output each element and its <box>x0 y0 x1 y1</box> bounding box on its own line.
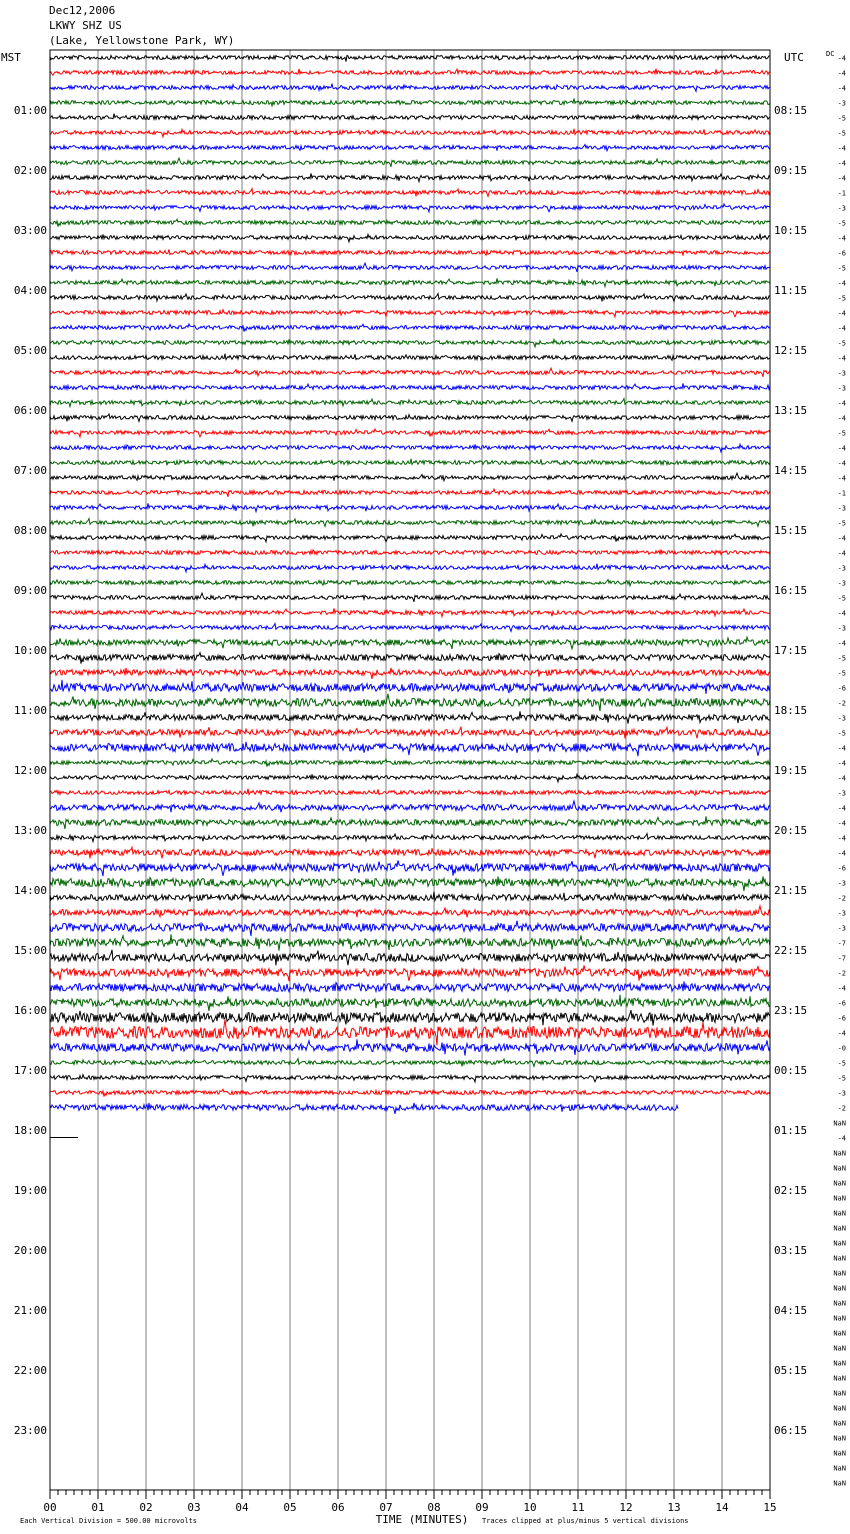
trace-row-65 <box>50 1019 770 1045</box>
dc-offset-value: NaN <box>833 1314 846 1323</box>
dc-offset-value: -7 <box>837 939 846 948</box>
dc-offset-value: -4 <box>837 174 846 183</box>
dc-offset-value: -2 <box>837 894 846 903</box>
trace-row-17 <box>50 310 770 317</box>
dc-offset-value: -4 <box>837 849 846 858</box>
location-label: (Lake, Yellowstone Park, WY) <box>49 34 235 47</box>
trace-row-23 <box>50 399 770 407</box>
dc-offset-value: -5 <box>837 729 846 738</box>
right-axis-label: UTC <box>784 51 804 64</box>
dc-offset-value: -2 <box>837 969 846 978</box>
trace-row-18 <box>50 324 770 332</box>
left-hour-label: 20:00 <box>13 1244 47 1257</box>
dc-offset-value: -4 <box>837 279 846 288</box>
x-tick-label: 05 <box>283 1501 297 1514</box>
trace-row-16 <box>50 294 770 302</box>
dc-offset-value: -3 <box>837 909 846 918</box>
dc-offset-value: -4 <box>837 399 846 408</box>
dc-offset-value: -3 <box>837 1089 846 1098</box>
dc-offset-value: NaN <box>833 1464 846 1473</box>
trace-row-66 <box>50 1039 770 1055</box>
dc-offset-value: -5 <box>837 1059 846 1068</box>
dc-offset-value: -4 <box>837 819 846 828</box>
right-hour-label: 12:15 <box>774 344 808 357</box>
trace-row-29 <box>50 489 770 497</box>
trace-row-67 <box>50 1059 770 1067</box>
date-label: Dec12,2006 <box>49 4 116 17</box>
dc-label: DC <box>826 50 835 58</box>
dc-offset-value: -4 <box>837 1029 846 1038</box>
trace-row-15 <box>50 278 770 286</box>
trace-row-25 <box>50 429 770 437</box>
x-tick-label: 06 <box>331 1501 345 1514</box>
trace-row-43 <box>50 694 770 711</box>
dc-offset-value: NaN <box>833 1419 846 1428</box>
dc-offset-value: NaN <box>833 1299 846 1308</box>
right-hour-label: 00:15 <box>774 1064 808 1077</box>
trace-row-20 <box>50 354 770 361</box>
left-hour-label: 16:00 <box>13 1004 47 1017</box>
trace-row-69 <box>50 1089 770 1096</box>
dc-offset-value: -3 <box>837 714 846 723</box>
trace-row-42 <box>50 680 770 694</box>
dc-offset-value: -4 <box>837 309 846 318</box>
dc-offset-value: NaN <box>833 1194 846 1203</box>
right-hour-label: 19:15 <box>774 764 808 777</box>
trace-row-70 <box>50 1103 678 1114</box>
dc-offset-value: -3 <box>837 924 846 933</box>
left-hour-label: 06:00 <box>13 404 47 417</box>
trace-row-6 <box>50 145 770 151</box>
trace-row-9 <box>50 189 770 197</box>
trace-row-50 <box>50 801 770 812</box>
dc-offset-value: -5 <box>837 114 846 123</box>
seismic-traces <box>50 55 770 1138</box>
dc-offset-value: -4 <box>837 1134 846 1143</box>
x-tick-label: 00 <box>43 1501 57 1514</box>
dc-offset-value: -5 <box>837 429 846 438</box>
right-hour-label: 21:15 <box>774 884 808 897</box>
trace-row-10 <box>50 204 770 212</box>
axis-labels <box>1 50 846 1526</box>
dc-offset-value: -4 <box>837 474 846 483</box>
x-tick-label: 08 <box>427 1501 441 1514</box>
trace-row-2 <box>50 84 770 92</box>
dc-offset-value: -6 <box>837 864 846 873</box>
trace-row-63 <box>50 995 770 1011</box>
x-tick-label: 01 <box>91 1501 105 1514</box>
dc-offset-value: -4 <box>837 984 846 993</box>
right-hour-label: 02:15 <box>774 1184 808 1197</box>
dc-offset-value: -4 <box>837 759 846 768</box>
left-hour-label: 02:00 <box>13 164 47 177</box>
right-hour-label: 03:15 <box>774 1244 808 1257</box>
right-hour-label: 16:15 <box>774 584 808 597</box>
dc-offset-value: -5 <box>837 669 846 678</box>
trace-row-39 <box>50 637 770 649</box>
dc-offset-value: NaN <box>833 1434 846 1443</box>
left-hour-label: 10:00 <box>13 644 47 657</box>
trace-row-5 <box>50 129 770 137</box>
dc-offset-value: NaN <box>833 1404 846 1413</box>
dc-offset-value: NaN <box>833 1119 846 1128</box>
trace-row-13 <box>50 249 770 255</box>
dc-offset-value: NaN <box>833 1179 846 1188</box>
trace-row-37 <box>50 608 770 616</box>
dc-offset-value: -3 <box>837 879 846 888</box>
trace-row-40 <box>50 653 770 664</box>
right-hour-label: 10:15 <box>774 224 808 237</box>
dc-offset-value: NaN <box>833 1284 846 1293</box>
left-hour-label: 14:00 <box>13 884 47 897</box>
x-tick-label: 12 <box>619 1501 633 1514</box>
right-hour-label: 09:15 <box>774 164 808 177</box>
dc-offset-value: -1 <box>837 489 846 498</box>
right-hour-label: 01:15 <box>774 1124 808 1137</box>
trace-row-36 <box>50 593 770 602</box>
dc-offset-value: -7 <box>837 954 846 963</box>
dc-offset-value: -5 <box>837 1074 846 1083</box>
trace-row-44 <box>50 711 770 723</box>
dc-offset-value: -5 <box>837 129 846 138</box>
dc-offset-value: -6 <box>837 999 846 1008</box>
dc-offset-value: -5 <box>837 654 846 663</box>
left-axis-label: MST <box>1 51 21 64</box>
left-hour-label: 07:00 <box>13 464 47 477</box>
right-hour-label: 17:15 <box>774 644 808 657</box>
dc-offset-value: -4 <box>837 639 846 648</box>
right-hour-label: 04:15 <box>774 1304 808 1317</box>
dc-offset-value: NaN <box>833 1344 846 1353</box>
trace-row-45 <box>50 727 770 739</box>
x-tick-label: 02 <box>139 1501 153 1514</box>
trace-row-28 <box>50 473 770 481</box>
trace-row-60 <box>50 950 770 966</box>
trace-row-48 <box>50 774 770 781</box>
trace-row-31 <box>50 519 770 527</box>
trace-row-34 <box>50 564 770 572</box>
trace-row-19 <box>50 339 770 346</box>
x-tick-label: 07 <box>379 1501 393 1514</box>
dc-offset-value: -4 <box>837 444 846 453</box>
left-hour-label: 18:00 <box>13 1124 47 1137</box>
dc-offset-value: NaN <box>833 1254 846 1263</box>
dc-offset-value: -1 <box>837 189 846 198</box>
dc-offset-value: -4 <box>837 834 846 843</box>
trace-row-68 <box>50 1074 770 1082</box>
dc-offset-value: -2 <box>837 1104 846 1113</box>
left-hour-label: 21:00 <box>13 1304 47 1317</box>
left-hour-label: 13:00 <box>13 824 47 837</box>
left-hour-label: 12:00 <box>13 764 47 777</box>
station-label: LKWY SHZ US <box>49 19 122 32</box>
x-tick-label: 15 <box>763 1501 777 1514</box>
left-hour-label: 22:00 <box>13 1364 47 1377</box>
dc-offset-value: NaN <box>833 1164 846 1173</box>
x-tick-label: 14 <box>715 1501 729 1514</box>
dc-offset-value: NaN <box>833 1479 846 1488</box>
dc-offset-value: -4 <box>837 324 846 333</box>
trace-row-49 <box>50 789 770 796</box>
left-hour-label: 17:00 <box>13 1064 47 1077</box>
dc-offset-value: -4 <box>837 234 846 243</box>
dc-offset-value: -2 <box>837 699 846 708</box>
dc-offset-value: -6 <box>837 249 846 258</box>
dc-offset-value: -4 <box>837 144 846 153</box>
dc-offset-value: NaN <box>833 1269 846 1278</box>
dc-offset-value: NaN <box>833 1359 846 1368</box>
trace-row-14 <box>50 263 770 272</box>
x-tick-label: 10 <box>523 1501 537 1514</box>
dc-offset-value: -5 <box>837 519 846 528</box>
right-hour-label: 14:15 <box>774 464 808 477</box>
trace-row-30 <box>50 503 770 511</box>
dc-offset-value: -4 <box>837 84 846 93</box>
dc-offset-value: -5 <box>837 294 846 303</box>
left-hour-label: 08:00 <box>13 524 47 537</box>
trace-row-59 <box>50 934 770 950</box>
footer-scale-note: Each Vertical Division = 500.00 microvolts <box>20 1517 198 1525</box>
dc-offset-value: NaN <box>833 1224 846 1233</box>
trace-row-8 <box>50 173 770 181</box>
dc-offset-value: -3 <box>837 384 846 393</box>
trace-row-11 <box>50 219 770 226</box>
trace-row-3 <box>50 99 770 106</box>
dc-offset-value: -5 <box>837 264 846 273</box>
trace-row-7 <box>50 158 770 167</box>
x-tick-label: 04 <box>235 1501 249 1514</box>
left-hour-label: 05:00 <box>13 344 47 357</box>
trace-row-24 <box>50 414 770 421</box>
right-hour-label: 06:15 <box>774 1424 808 1437</box>
right-hour-label: 18:15 <box>774 704 808 717</box>
dc-offset-value: -6 <box>837 684 846 693</box>
dc-offset-value: -0 <box>837 1044 846 1053</box>
right-hour-label: 23:15 <box>774 1004 808 1017</box>
trace-row-58 <box>50 921 770 936</box>
x-tick-label: 11 <box>571 1501 585 1514</box>
x-tick-label: 13 <box>667 1501 681 1514</box>
dc-offset-value: -3 <box>837 624 846 633</box>
dc-offset-value: -4 <box>837 744 846 753</box>
dc-offset-value: -4 <box>837 774 846 783</box>
dc-offset-value: -5 <box>837 594 846 603</box>
trace-row-38 <box>50 624 770 632</box>
right-hour-label: 11:15 <box>774 284 808 297</box>
dc-offset-value: NaN <box>833 1449 846 1458</box>
trace-row-22 <box>50 383 770 389</box>
dc-offset-value: -4 <box>837 159 846 168</box>
dc-offset-value: NaN <box>833 1209 846 1218</box>
dc-offset-value: -4 <box>837 459 846 468</box>
left-hour-label: 11:00 <box>13 704 47 717</box>
left-hour-label: 01:00 <box>13 104 47 117</box>
footer-clip-note: Traces clipped at plus/minus 5 vertical divisions <box>482 1517 689 1525</box>
dc-offset-value: -3 <box>837 564 846 573</box>
trace-row-54 <box>50 860 770 876</box>
trace-row-53 <box>50 847 770 858</box>
dc-offset-value: -4 <box>837 534 846 543</box>
trace-row-61 <box>50 965 770 981</box>
dc-offset-value: NaN <box>833 1239 846 1248</box>
left-hour-label: 04:00 <box>13 284 47 297</box>
trace-row-1 <box>50 69 770 76</box>
dc-offset-value: -4 <box>837 354 846 363</box>
left-hour-label: 03:00 <box>13 224 47 237</box>
x-axis-title: TIME (MINUTES) <box>375 1513 469 1526</box>
dc-offset-value: NaN <box>833 1374 846 1383</box>
trace-row-21 <box>50 368 770 377</box>
dc-offset-value: -4 <box>837 54 846 63</box>
trace-row-62 <box>50 981 770 991</box>
trace-row-0 <box>50 55 770 62</box>
dc-offset-value: -4 <box>837 69 846 78</box>
right-hour-label: 20:15 <box>774 824 808 837</box>
dc-offset-value: -5 <box>837 219 846 228</box>
right-hour-label: 15:15 <box>774 524 808 537</box>
trace-row-57 <box>50 906 770 917</box>
trace-row-64 <box>50 1010 770 1026</box>
dc-offset-value: -3 <box>837 579 846 588</box>
trace-row-33 <box>50 549 770 554</box>
trace-row-32 <box>50 534 770 542</box>
dc-offset-value: -3 <box>837 204 846 213</box>
trace-row-26 <box>50 444 770 451</box>
dc-offset-value: -3 <box>837 369 846 378</box>
dc-offset-value: -3 <box>837 504 846 513</box>
dc-offset-value: -5 <box>837 339 846 348</box>
left-hour-label: 15:00 <box>13 944 47 957</box>
trace-row-52 <box>50 834 770 842</box>
left-hour-label: 19:00 <box>13 1184 47 1197</box>
dc-offset-value: -3 <box>837 789 846 798</box>
right-hour-label: 08:15 <box>774 104 808 117</box>
trace-row-4 <box>50 114 770 120</box>
x-tick-label: 03 <box>187 1501 201 1514</box>
trace-row-12 <box>50 234 770 242</box>
x-tick-label: 09 <box>475 1501 489 1514</box>
dc-offset-value: -4 <box>837 804 846 813</box>
dc-offset-value: -4 <box>837 549 846 558</box>
left-hour-label: 09:00 <box>13 584 47 597</box>
trace-row-55 <box>50 876 770 891</box>
right-hour-label: 05:15 <box>774 1364 808 1377</box>
trace-row-51 <box>50 816 770 829</box>
x-axis-ticks <box>50 1490 770 1499</box>
dc-offset-value: NaN <box>833 1149 846 1158</box>
trace-row-27 <box>50 459 770 466</box>
trace-row-56 <box>50 892 770 902</box>
trace-row-35 <box>50 580 770 586</box>
dc-offset-value: -3 <box>837 99 846 108</box>
right-hour-label: 13:15 <box>774 404 808 417</box>
dc-offset-value: -4 <box>837 609 846 618</box>
right-hour-label: 22:15 <box>774 944 808 957</box>
dc-offset-value: NaN <box>833 1329 846 1338</box>
dc-offset-value: NaN <box>833 1389 846 1398</box>
trace-row-41 <box>50 668 770 679</box>
left-hour-label: 23:00 <box>13 1424 47 1437</box>
dc-offset-value: -6 <box>837 1014 846 1023</box>
dc-offset-value: -4 <box>837 414 846 423</box>
trace-row-47 <box>50 759 770 767</box>
trace-row-46 <box>50 742 770 756</box>
